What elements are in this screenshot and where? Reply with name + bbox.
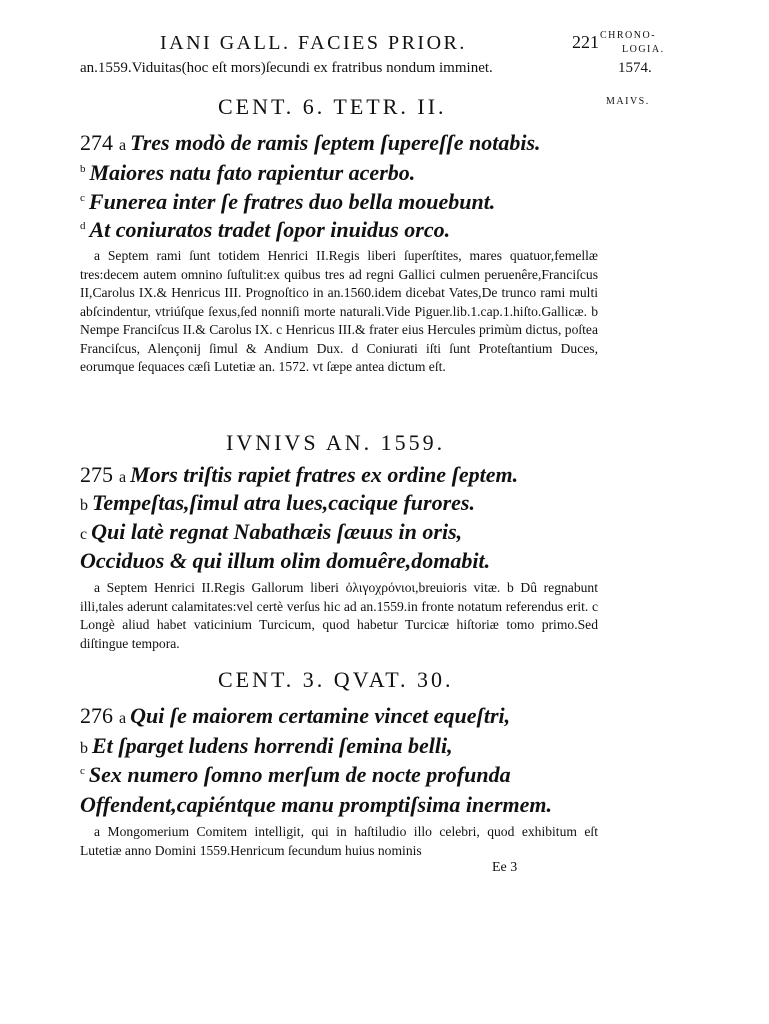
verse-text: Occiduos & qui illum olim domuêre,domabit. — [80, 548, 491, 573]
verse-number: 275 — [80, 462, 113, 487]
verse-mark: c — [80, 526, 88, 543]
verse-274-c — [80, 189, 495, 215]
margin-note-chronologia-1: CHRONO- — [600, 30, 657, 41]
verse-276-b — [80, 733, 453, 759]
verse-text: At coniuratos tradet ſopor inuidus orco. — [89, 217, 451, 242]
section-title-cent-6: CENT. 6. TETR. II. — [218, 94, 447, 119]
commentary-274: a Septem rami ſunt totidem Henrici II.Regis liberi ſuperſtites, mares quatuor,femellæ tres:decem autem omnino ſuſtulit:ex quibus tres ad regni Gallici culmen peruenêre,Franciſcus II,Carolus IX.& Henricus III. Prognoſtico in an.1560.idem dicebat Vates,De trunco rami multi abſcindentur, vtriúſque ſexus,ſed nonniſi morte naturali.Vide Piguer.lib.1.cap.1.hiſto.Gallicæ. b Nempe Franciſcus II.& Carolus IX. c Henricus III.& frater eius Hercules primùm dictus, poſtea Franciſcus, Alençonij ſimul & Andium Dux. d Coniurati iſti ſunt Proteſtantium Duces, eorumque ſequaces cæſi Lutetiæ an. 1572. vt ſæpe antea dictum eſt. — [80, 248, 598, 374]
verse-text: Qui latè regnat Nabathæis ſæuus in oris, — [91, 519, 463, 544]
verse-274-d — [80, 217, 450, 243]
verse-text: Maiores natu fato rapientur acerbo. — [89, 160, 416, 185]
verse-number: 274 — [80, 130, 113, 155]
commentary-276: a Mongomerium Comitem intelligit, qui in haſtiludio illo celebri, quod exhibitum eſt Lutetiæ anno Domini 1559.Henricum ſecundum huius nominis — [80, 824, 598, 858]
verse-text: Sex numero ſomno merſum de nocte profunda — [88, 762, 511, 787]
running-head: IANI GALL. FACIES PRIOR. — [160, 32, 467, 54]
verse-text: Mors triſtis rapiet fratres ex ordine ſeptem. — [130, 462, 519, 487]
verse-275-c — [80, 519, 462, 545]
verse-276-a — [80, 703, 510, 729]
verse-275-b — [80, 490, 475, 516]
verse-275-d — [80, 548, 490, 574]
verse-276-c — [80, 762, 511, 788]
page-number: 221 — [572, 32, 599, 52]
verse-275-a — [80, 462, 518, 488]
margin-year: 1574. — [618, 60, 652, 76]
verse-mark: a — [119, 469, 127, 486]
verse-text: Offendent,capiéntque manu promptiſsima inermem. — [80, 792, 553, 817]
commentary-275: a Septem Henrici II.Regis Gallorum liberi ὀλιγοχρόνιοι,breuioris vitæ. b Dû regnabunt illi,tales aderunt calamitates:vel certè verſus hic ad an.1559.in fronte notatum referendus erit. c Longè aliud habet vaticinium Turcicum, quod habetur Turcicæ hiſtoriæ tomo primo.Sed diſtingue tempora. — [80, 580, 598, 651]
verse-text: Tempeſtas,ſimul atra lues,cacique furores. — [92, 490, 475, 515]
verse-text: Qui ſe maiorem certamine vincet equeſtri, — [130, 703, 511, 728]
verse-mark: c — [80, 192, 85, 204]
verse-mark: c — [80, 765, 85, 777]
verse-mark: b — [80, 497, 88, 514]
signature-mark: Ee 3 — [492, 860, 518, 875]
verse-mark: b — [80, 163, 86, 175]
continuation-line: an.1559.Viduitas(hoc eſt mors)ſecundi ex fratribus nondum imminet. — [80, 60, 493, 76]
verse-mark: d — [80, 220, 86, 232]
margin-note-chronologia-2: LOGIA. — [622, 44, 665, 55]
verse-mark: b — [80, 740, 88, 757]
verse-number: 276 — [80, 703, 113, 728]
verse-274-b — [80, 160, 415, 186]
verse-mark: a — [119, 710, 127, 727]
section-title-iunius-1559: IVNIVS AN. 1559. — [226, 430, 446, 455]
margin-month: MAIVS. — [606, 96, 650, 107]
verse-274-a — [80, 130, 541, 156]
verse-text: Funerea inter ſe fratres duo bella mouebunt. — [88, 189, 496, 214]
verse-text: Et ſparget ludens horrendi ſemina belli, — [92, 733, 453, 758]
verse-mark: a — [119, 137, 127, 154]
verse-text: Tres modò de ramis ſeptem ſupereſſe notabis. — [130, 130, 541, 155]
verse-276-d — [80, 792, 552, 818]
section-title-cent-3: CENT. 3. QVAT. 30. — [218, 667, 454, 692]
